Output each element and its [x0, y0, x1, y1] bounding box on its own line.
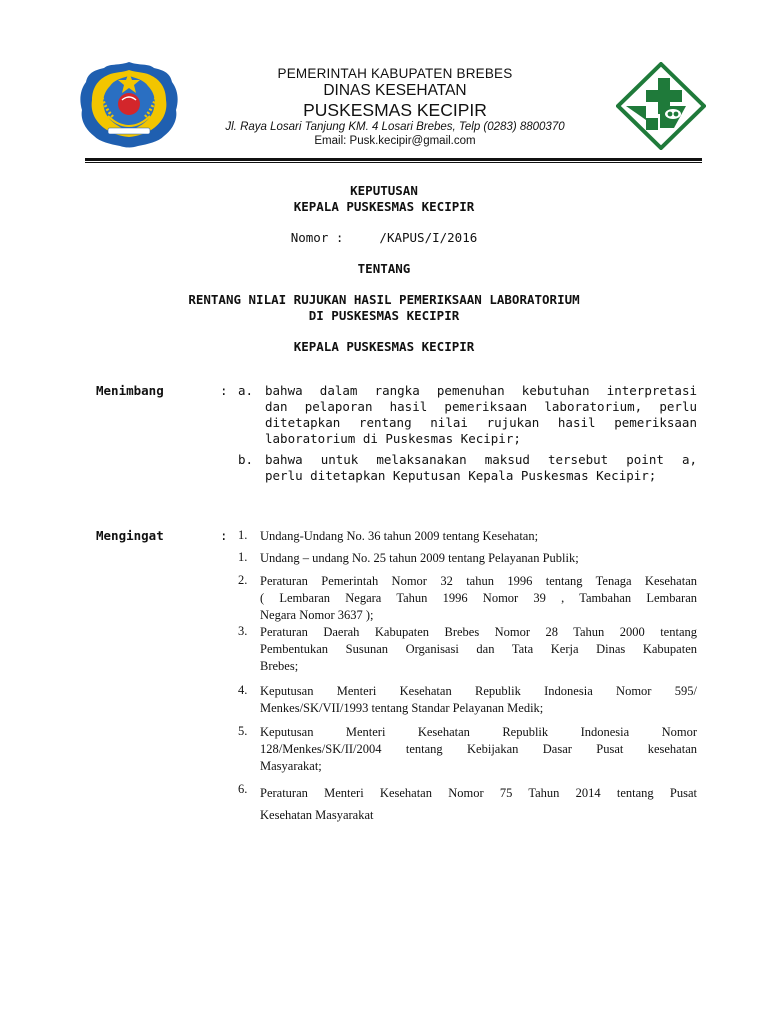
tentang-heading: TENTANG [357, 261, 411, 276]
mengingat-colon: : [220, 528, 228, 543]
list-item-line: Keputusan Menteri Kesehatan Republik Indonesia Nomor 595/ [260, 684, 697, 698]
menimbang-label: Menimbang [96, 383, 164, 398]
list-item-line: Pembentukan Susunan Organisasi dan Tata Kerja Dinas Kabupaten [260, 642, 697, 656]
list-item-line: Menkes/SK/VII/1993 tentang Standar Pelayanan Medik; [260, 701, 544, 715]
list-item-line: Kesehatan Masyarakat [260, 808, 374, 822]
list-item-line: Masyarakat; [260, 759, 322, 773]
menimbang-item-a [265, 383, 697, 447]
letterhead-divider [85, 158, 702, 161]
mengingat-item-4 [260, 683, 697, 717]
list-item-line: Peraturan Daerah Kabupaten Brebes Nomor 28 Tahun 2000 tentang [260, 625, 697, 639]
menimbang-marker-a: a. [238, 383, 254, 398]
agency-name: DINAS KESEHATAN [323, 82, 467, 99]
list-item-line: Undang-Undang No. 36 tahun 2009 tentang Kesehatan; [260, 529, 539, 543]
list-item-line: Negara Nomor 3637 ); [260, 608, 374, 622]
menimbang-item-b [265, 452, 697, 484]
mengingat-marker-5: 5. [238, 724, 248, 738]
list-item-line: Keputusan Menteri Kesehatan Republik Indonesia Nomor [260, 725, 697, 739]
mengingat-item-3 [260, 624, 697, 675]
mengingat-item-5 [260, 724, 697, 775]
letterhead-divider-thin [85, 162, 702, 163]
address: Jl. Raya Losari Tanjung KM. 4 Losari Brebes, Telp (0283) 8800370 [225, 121, 565, 133]
list-item-line: 128/Menkes/SK/II/2004 tentang Kebijakan Dasar Pusat kesehatan [260, 742, 697, 756]
nomor-value: /KAPUS/I/2016 [379, 230, 478, 245]
mengingat-marker-4: 4. [238, 683, 248, 697]
menimbang-colon: : [220, 383, 228, 398]
mengingat-marker-1b: 1. [238, 550, 248, 564]
list-item-line: Peraturan Menteri Kesehatan Nomor 75 Tahun 2014 tentang Pusat [260, 786, 697, 800]
mengingat-marker-3: 3. [238, 624, 248, 638]
mengingat-marker-2: 2. [238, 573, 248, 587]
email: Email: Pusk.kecipir@gmail.com [314, 135, 476, 147]
institution-name: PUSKESMAS KECIPIR [303, 100, 487, 120]
nomor-label: Nomor : [290, 230, 344, 245]
menimbang-marker-b: b. [238, 452, 254, 467]
list-item-line: laboratorium di Puskesmas Kecipir; [265, 431, 521, 446]
subject-line-1: RENTANG NILAI RUJUKAN HASIL PEMERIKSAAN LABORATORIUM [188, 292, 580, 307]
mengingat-item-2 [260, 573, 697, 624]
brebes-regency-emblem-icon [78, 60, 180, 148]
list-item-line: ( Lembaran Negara Tahun 1996 Nomor 39 , Tambahan Lembaran [260, 591, 697, 605]
list-item-line: perlu ditetapkan Keputusan Kepala Puskesmas Kecipir; [265, 468, 657, 483]
list-item-line: Undang – undang No. 25 tahun 2009 tentang Pelayanan Publik; [260, 551, 579, 565]
list-item-line: ditetapkan rentang nilai rujukan hasil pemeriksaan [265, 415, 697, 430]
subject-line-2: DI PUSKESMAS KECIPIR [308, 308, 460, 323]
list-item-line: Peraturan Pemerintah Nomor 32 tahun 1996 tentang Tenaga Kesehatan [260, 574, 697, 588]
mengingat-label: Mengingat [96, 528, 164, 543]
decree-number [0, 230, 768, 246]
list-item-line: bahwa untuk melaksanakan maksud tersebut point a, [265, 452, 697, 467]
mengingat-item-1 [260, 528, 697, 545]
letterhead [185, 66, 605, 148]
decree-title: KEPUTUSAN [350, 183, 418, 198]
list-item-line: dan pelaporan hasil pemeriksaan laboratorium, perlu [265, 399, 697, 414]
mengingat-item-6 [260, 782, 697, 826]
list-item-line: Brebes; [260, 659, 299, 673]
mengingat-marker-1: 1. [238, 528, 248, 542]
list-item-line: bahwa dalam rangka pemenuhan kebutuhan interpretasi [265, 383, 697, 398]
decree-issuer-title: KEPALA PUSKESMAS KECIPIR [293, 199, 475, 214]
government-name: PEMERINTAH KABUPATEN BREBES [277, 66, 513, 81]
puskesmas-cross-logo-icon [616, 62, 706, 150]
mengingat-item-1b [260, 550, 697, 567]
mengingat-marker-6: 6. [238, 782, 248, 796]
issuer-heading: KEPALA PUSKESMAS KECIPIR [293, 339, 475, 354]
